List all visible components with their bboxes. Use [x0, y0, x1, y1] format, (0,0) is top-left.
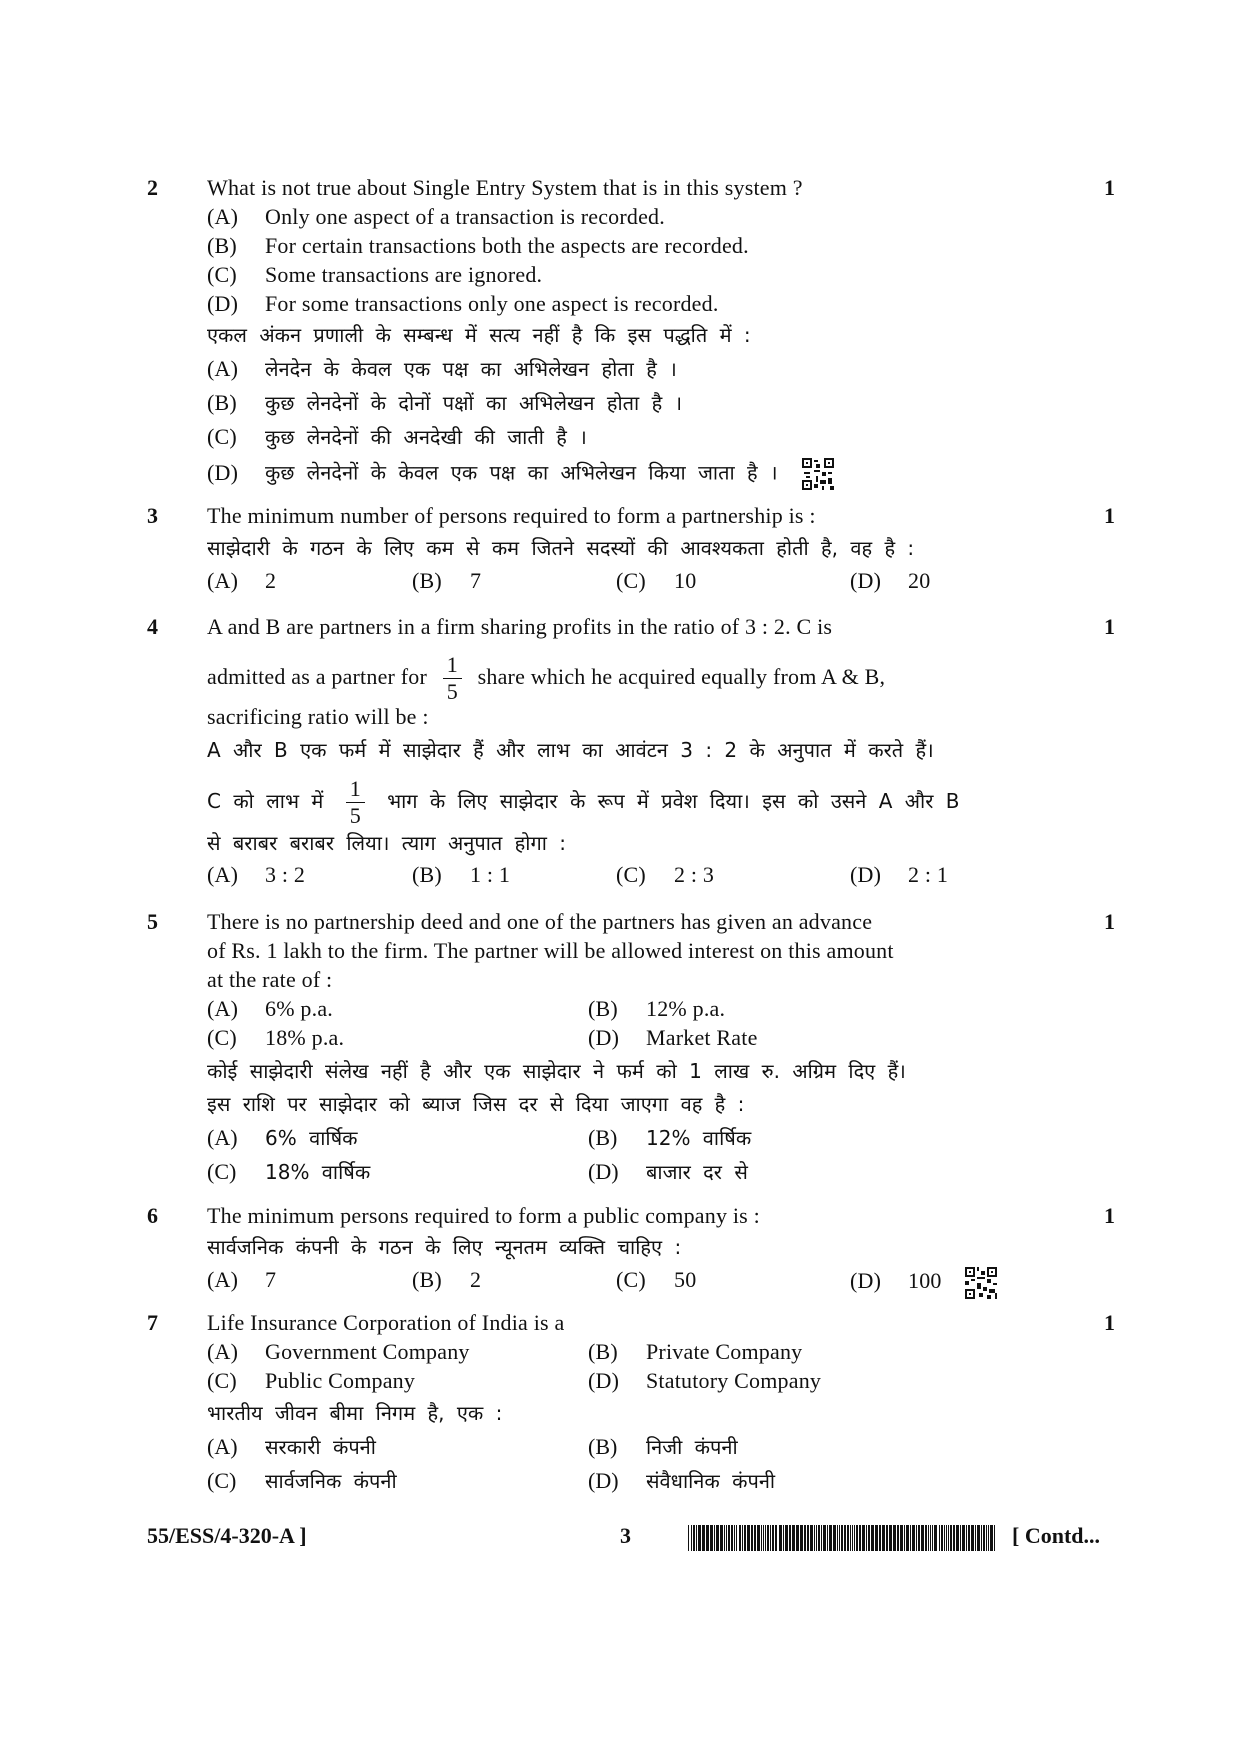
question-text-hi-line: से बराबर बराबर लिया। त्याग अनुपात होगा : [207, 831, 567, 855]
option-hi-b: (B) 12% वार्षिक [588, 1125, 752, 1150]
question-text-en-line: There is no partnership deed and one of the partners has given an advance [207, 909, 873, 934]
option-c: (C) 10 [616, 568, 697, 593]
question-number: 7 [147, 1310, 158, 1335]
qr-code-icon [965, 1267, 997, 1299]
barcode-icon [688, 1525, 998, 1551]
question-number: 2 [147, 175, 158, 200]
option-a: (A) 3 : 2 [207, 862, 306, 887]
option-en-d: (D) For some transactions only one aspect is recorded. [207, 291, 719, 316]
option-b: (B) 1 : 1 [412, 862, 511, 887]
continued-label: [ Contd... [1012, 1523, 1101, 1548]
option-en-a: (A) Only one aspect of a transaction is recorded. [207, 204, 665, 229]
question-text-en-line: admitted as a partner for $\frac{1}{5}$ share which he acquired equally from A & B, [207, 652, 886, 705]
option-hi-d: (D) संवैधानिक कंपनी [588, 1468, 776, 1493]
option-hi-c: (C) कुछ लेनदेनों की अनदेखी की जाती है । [207, 424, 587, 449]
option-en-b: (B) For certain transactions both the aspects are recorded. [207, 233, 749, 258]
option-hi-c: (C) सार्वजनिक कंपनी [207, 1468, 397, 1493]
option-c: (C) 2 : 3 [616, 862, 715, 887]
question-text-hi-line: A और B एक फर्म में साझेदार हैं और लाभ का आवंटन 3 : 2 के अनुपात में करते हैं। [207, 738, 934, 762]
page-number: 3 [620, 1523, 631, 1548]
option-hi-c: (C) 18% वार्षिक [207, 1159, 371, 1184]
question-text-hi: भारतीय जीवन बीमा निगम है, एक : [207, 1401, 503, 1425]
question-text-hi-line: इस राशि पर साझेदार को ब्याज जिस दर से दिया जाएगा वह है : [207, 1092, 745, 1116]
question-number: 3 [147, 503, 158, 528]
question-text-en-line: sacrificing ratio will be : [207, 704, 429, 729]
option-en-c: (C) Some transactions are ignored. [207, 262, 543, 287]
option-hi-d: (D) कुछ लेनदेनों के केवल एक पक्ष का अभिलेखन किया जाता है । [207, 458, 834, 490]
question-number: 6 [147, 1203, 158, 1228]
fraction: $\frac{1}{5}$ [443, 652, 462, 705]
option-d: (D) 2 : 1 [850, 862, 949, 887]
question-text-en: Life Insurance Corporation of India is a [207, 1310, 565, 1335]
option-b: (B) 2 [412, 1267, 482, 1292]
option-en-b: (B) 12% p.a. [588, 996, 726, 1021]
question-text-hi: सार्वजनिक कंपनी के गठन के लिए न्यूनतम व्यक्ति चाहिए : [207, 1235, 682, 1259]
question-number: 5 [147, 909, 158, 934]
question-text-en: What is not true about Single Entry System that is in this system ? [207, 175, 803, 200]
option-en-c: (C) Public Company [207, 1368, 416, 1393]
option-en-c: (C) 18% p.a. [207, 1025, 345, 1050]
question-marks: 1 [1104, 614, 1115, 639]
option-hi-b: (B) निजी कंपनी [588, 1434, 738, 1459]
paper-code: 55/ESS/4-320-A ] [147, 1523, 307, 1548]
fraction: $\frac{1}{5}$ [346, 776, 365, 829]
option-en-d: (D) Market Rate [588, 1025, 758, 1050]
qr-code-icon [802, 458, 834, 490]
option-en-a: (A) Government Company [207, 1339, 470, 1364]
option-en-b: (B) Private Company [588, 1339, 803, 1364]
question-text-hi: साझेदारी के गठन के लिए कम से कम जितने सदस्यों की आवश्यकता होती है, वह है : [207, 536, 915, 560]
question-text-en-line: A and B are partners in a firm sharing profits in the ratio of 3 : 2. C is [207, 614, 833, 639]
question-text-en-line: of Rs. 1 lakh to the firm. The partner will be allowed interest on this amount [207, 938, 894, 963]
option-en-d: (D) Statutory Company [588, 1368, 822, 1393]
option-hi-a: (A) 6% वार्षिक [207, 1125, 358, 1150]
question-marks: 1 [1104, 1310, 1115, 1335]
option-hi-a: (A) सरकारी कंपनी [207, 1434, 376, 1459]
question-marks: 1 [1104, 503, 1115, 528]
option-en-a: (A) 6% p.a. [207, 996, 333, 1021]
question-text-hi-line: कोई साझेदारी संलेख नहीं है और एक साझेदार ने फर्म को 1 लाख रु. अग्रिम दिए हैं। [207, 1059, 906, 1083]
question-marks: 1 [1104, 175, 1115, 200]
option-hi-a: (A) लेनदेन के केवल एक पक्ष का अभिलेखन होता है । [207, 356, 677, 381]
option-c: (C) 50 [616, 1267, 697, 1292]
question-number: 4 [147, 614, 158, 639]
question-text-hi: एकल अंकन प्रणाली के सम्बन्ध में सत्य नहीं है कि इस पद्धति में : [207, 323, 751, 347]
option-hi-d: (D) बाजार दर से [588, 1159, 748, 1184]
option-b: (B) 7 [412, 568, 482, 593]
question-marks: 1 [1104, 909, 1115, 934]
question-text-en: The minimum number of persons required to form a partnership is : [207, 503, 816, 528]
option-hi-b: (B) कुछ लेनदेनों के दोनों पक्षों का अभिलेखन होता है । [207, 390, 683, 415]
question-text-en-line: at the rate of : [207, 967, 333, 992]
question-text-hi-line: C को लाभ में $\frac{1}{5}$ भाग के लिए साझेदार के रूप में प्रवेश दिया। इस को उसने A और B [207, 776, 960, 828]
question-marks: 1 [1104, 1203, 1115, 1228]
option-d: (D) 20 [850, 568, 931, 593]
option-a: (A) 2 [207, 568, 277, 593]
question-text-en: The minimum persons required to form a public company is : [207, 1203, 760, 1228]
option-d: (D) 100 [850, 1267, 997, 1299]
option-a: (A) 7 [207, 1267, 277, 1292]
